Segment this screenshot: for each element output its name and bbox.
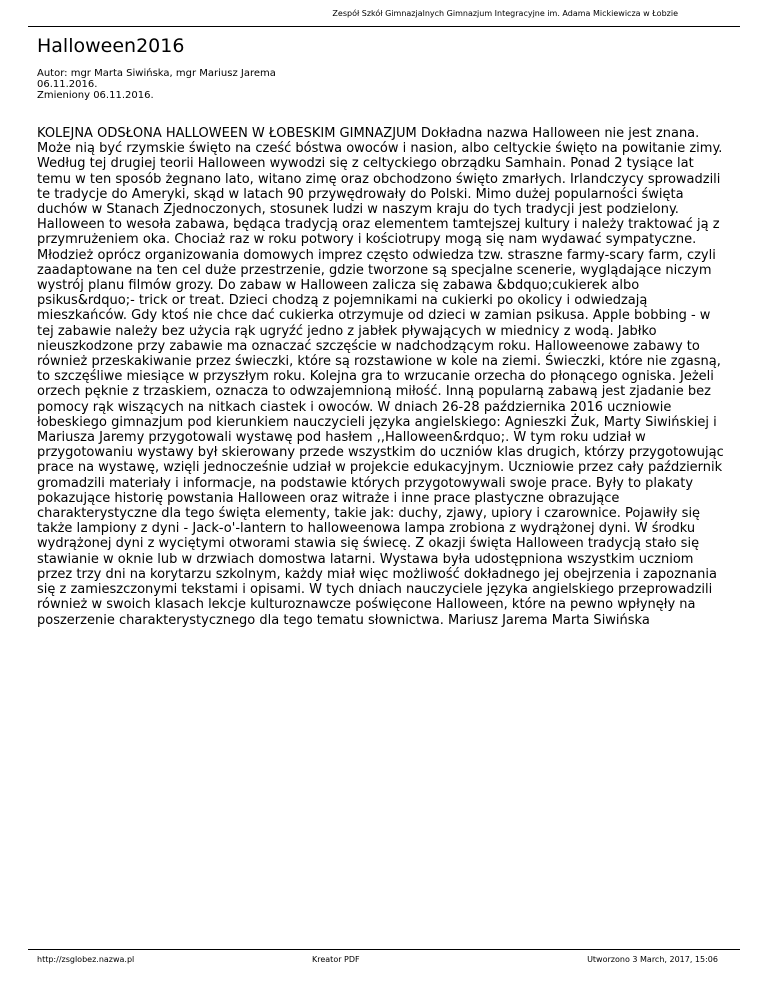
footer-url: http://zsglobez.nazwa.pl	[37, 955, 135, 964]
header-school-name: Zespół Szkół Gimnazjalnych Gimnazjum Integracyjne im. Adama Mickiewicza w Łobzie	[332, 9, 678, 18]
article-modified-date: Zmieniony 06.11.2016.	[37, 90, 154, 101]
footer-created-date: Utworzono 3 March, 2017, 15:06	[587, 955, 718, 964]
footer-creator: Kreator PDF	[312, 955, 360, 964]
article-body: KOLEJNA ODSŁONA HALLOWEEN W ŁOBESKIM GIMNAZJUM Dokładna nazwa Halloween nie jest znana. Może nią być rzymskie święto na cześć bóstwa owoców i nasion, albo celtyckie święto na powitanie zimy. Według tej drugiej teorii Halloween wywodzi się z celtyckiego obrządku Samhain. Ponad 2 tysiące lat temu w ten sposób żegnano lato, witano zimę oraz obchodzono święto zmarłych. Irlandczycy sprowadzili te tradycje do Ameryki, skąd w latach 90 przywędrowały do Polski. Mimo dużej popularności święta duchów w Stanach Zjednoczonych, stosunek ludzi w naszym kraju do tych tradycji jest podzielony. Halloween to wesoła zabawa, będąca tradycją oraz elementem tamtejszej kultury i należy traktować ją z przymrużeniem oka. Chociaż raz w roku potwory i kościotrupy mogą się nam wydawać sympatyczne. Młodzież oprócz organizowania domowych imprez często odwiedza tzw. straszne farmy-scary farm, czyli zaadaptowane na ten cel duże przestrzenie, gdzie tworzone są specjalne scenerie, wyglądające niczym wystrój planu filmów grozy. Do zabaw w Halloween zalicza się zabawa &bdquo;cukierek albo psikus&rdquo;- trick or treat. Dzieci chodzą z pojemnikami na cukierki po okolicy i odwiedzają mieszkańców. Gdy ktoś nie chce dać cukierka otrzymuje od dzieci w zamian psikusa. Apple bobbing - w tej zabawie należy bez użycia rąk ugryźć jedno z jabłek pływających w miednicy z wodą. Jabłko nieuszkodzone przy zabawie ma oznaczać szczęście w nadchodzącym roku. Halloweenowe zabawy to również przeskakiwanie przez świeczki, które są rozstawione w kole na ziemi. Świeczki, które nie zgasną, to szczęśliwe miesiące w przyszłym roku. Kolejna gra to wrzucanie orzecha do płonącego ogniska. Jeżeli orzech pęknie z trzaskiem, oznacza to odwzajemnioną miłość. Inną popularną zabawą jest zjadanie bez pomocy rąk wiszących na nitkach ciastek i owoców. W dniach 26-28 października 2016 uczniowie łobeskiego gimnazjum pod kierunkiem nauczycieli języka angielskiego: Agnieszki Żuk, Marty Siwińskiej i Mariusza Jaremy przygotowali wystawę pod hasłem ,,Halloween&rdquo;. W tym roku udział w przygotowaniu wystawy był skierowany przede wszystkim do uczniów klas drugich, którzy przygotowując prace na wystawę, wzięli jednocześnie udział w projekcie edukacyjnym. Uczniowie przez cały październik gromadzili materiały i informacje, na podstawie których przygotowywali swoje prace. Były to plakaty pokazujące historię powstania Halloween oraz witraże i inne prace plastyczne obrazujące charakterystyczne dla tego święta elementy, takie jak: duchy, zjawy, upiory i czarownice. Pojawiły się także lampiony z dyni - Jack-o'-lantern to halloweenowa lampa zrobiona z wydrążonej dyni. W środku wydrążonej dyni z wyciętymi otworami stawia się świecę. Z okazji święta Halloween tradycją stało się stawianie w oknie lub w drzwiach domostwa latarni. Wystawa była udostępniona wszystkim uczniom przez trzy dni na korytarzu szkolnym, każdy miał więc możliwość dokładnego jej obejrzenia i zapoznania się z zamieszczonymi tekstami i opisami. W tych dniach nauczyciele języka angielskiego przeprowadzili również w swoich klasach lekcje kulturoznawcze poświęcone Halloween, które na pewno wpłynęły na poszerzenie charakterystycznego dla tego tematu słownictwa. Mariusz Jarema Marta Siwińska	[37, 126, 724, 628]
article-title: Halloween2016	[37, 35, 185, 57]
article-author: Autor: mgr Marta Siwińska, mgr Mariusz Jarema	[37, 68, 276, 79]
page-footer	[28, 949, 740, 970]
page-header	[28, 0, 740, 27]
article-date: 06.11.2016.	[37, 79, 98, 90]
article-meta	[37, 68, 276, 101]
